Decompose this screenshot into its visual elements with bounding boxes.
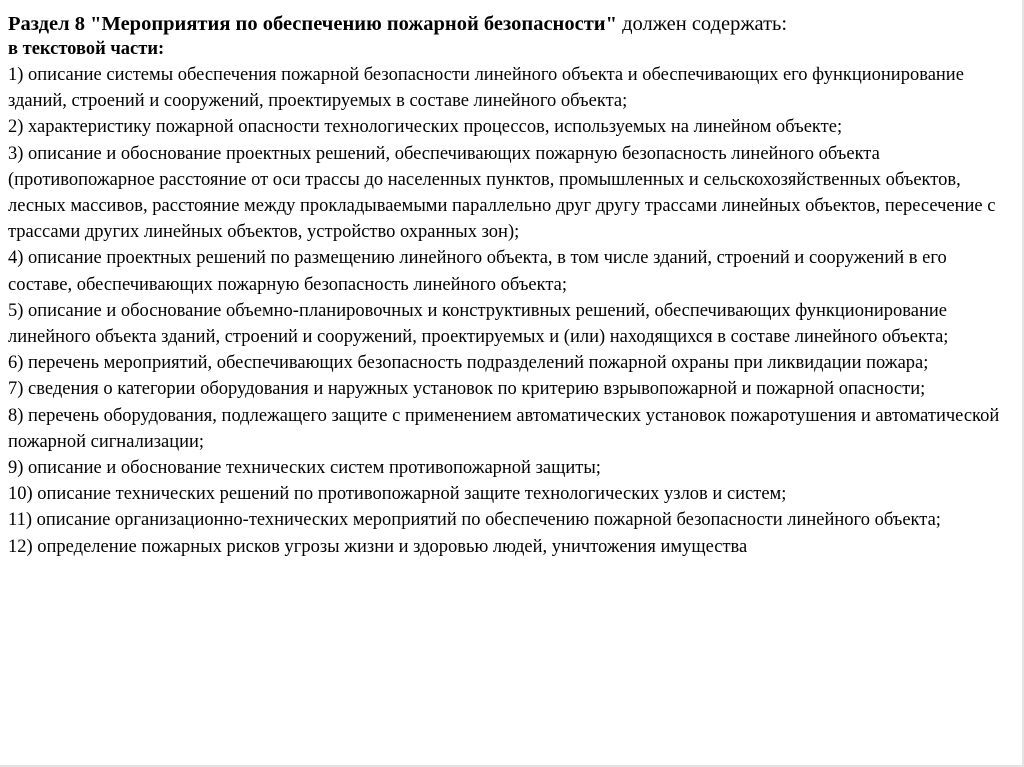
list-item: 12) определение пожарных рисков угрозы жизни и здоровью людей, уничтожения имущества (8, 536, 748, 557)
subtitle: в текстовой части: (8, 39, 165, 59)
section-title (8, 12, 1008, 37)
list-item: 7) сведения о категории оборудования и наружных установок по критерию взрывопожарной и пожарной опасности; (8, 379, 926, 400)
list-item: 10) описание технических решений по противопожарной защите технологических узлов и систем; (8, 484, 787, 505)
list-item: 11) описание организационно-технических мероприятий по обеспечению пожарной безопасности линейного объекта; (8, 510, 941, 531)
list-item: 8) перечень оборудования, подлежащего защите с применением автоматических установок пожаротушения и автоматической пожарной сигнализации; (8, 405, 1000, 452)
requirements-list (8, 62, 1008, 560)
list-item: 9) описание и обоснование технических систем противопожарной защиты; (8, 458, 601, 479)
list-item: 3) описание и обоснование проектных решений, обеспечивающих пожарную безопасность линейного объекта (противопожарное расстояние от оси трассы до населенных пунктов, промышленных и сельскохозяйственных объектов, лесных массивов, расстояние между прокладываемыми параллельно друг другу трассами линейных объектов, пересечение с трассами других линейных объектов, устройство охранных зон); (8, 143, 996, 243)
document-body (8, 12, 1008, 560)
list-item: 6) перечень мероприятий, обеспечивающих безопасность подразделений пожарной охраны при ликвидации пожара; (8, 353, 929, 374)
list-item: 2) характеристику пожарной опасности технологических процессов, используемых на линейном объекте; (8, 117, 843, 138)
list-item: 1) описание системы обеспечения пожарной безопасности линейного объекта и обеспечивающих его функционирование зданий, строений и сооружений, проектируемых в составе линейного объекта; (8, 65, 964, 112)
list-item: 4) описание проектных решений по размещению линейного объекта, в том числе зданий, строений и сооружений в его составе, обеспечивающих пожарную безопасность линейного объекта; (8, 248, 947, 295)
section-title-suffix: должен содержать: (616, 13, 788, 35)
section-title-bold: Раздел 8 "Мероприятия по обеспечению пожарной безопасности" (8, 13, 617, 35)
list-item: 5) описание и обоснование объемно-планировочных и конструктивных решений, обеспечивающих функционирование линейного объекта зданий, строений и сооружений, проектируемых и (или) находящихся в составе линейного объекта; (8, 300, 949, 348)
